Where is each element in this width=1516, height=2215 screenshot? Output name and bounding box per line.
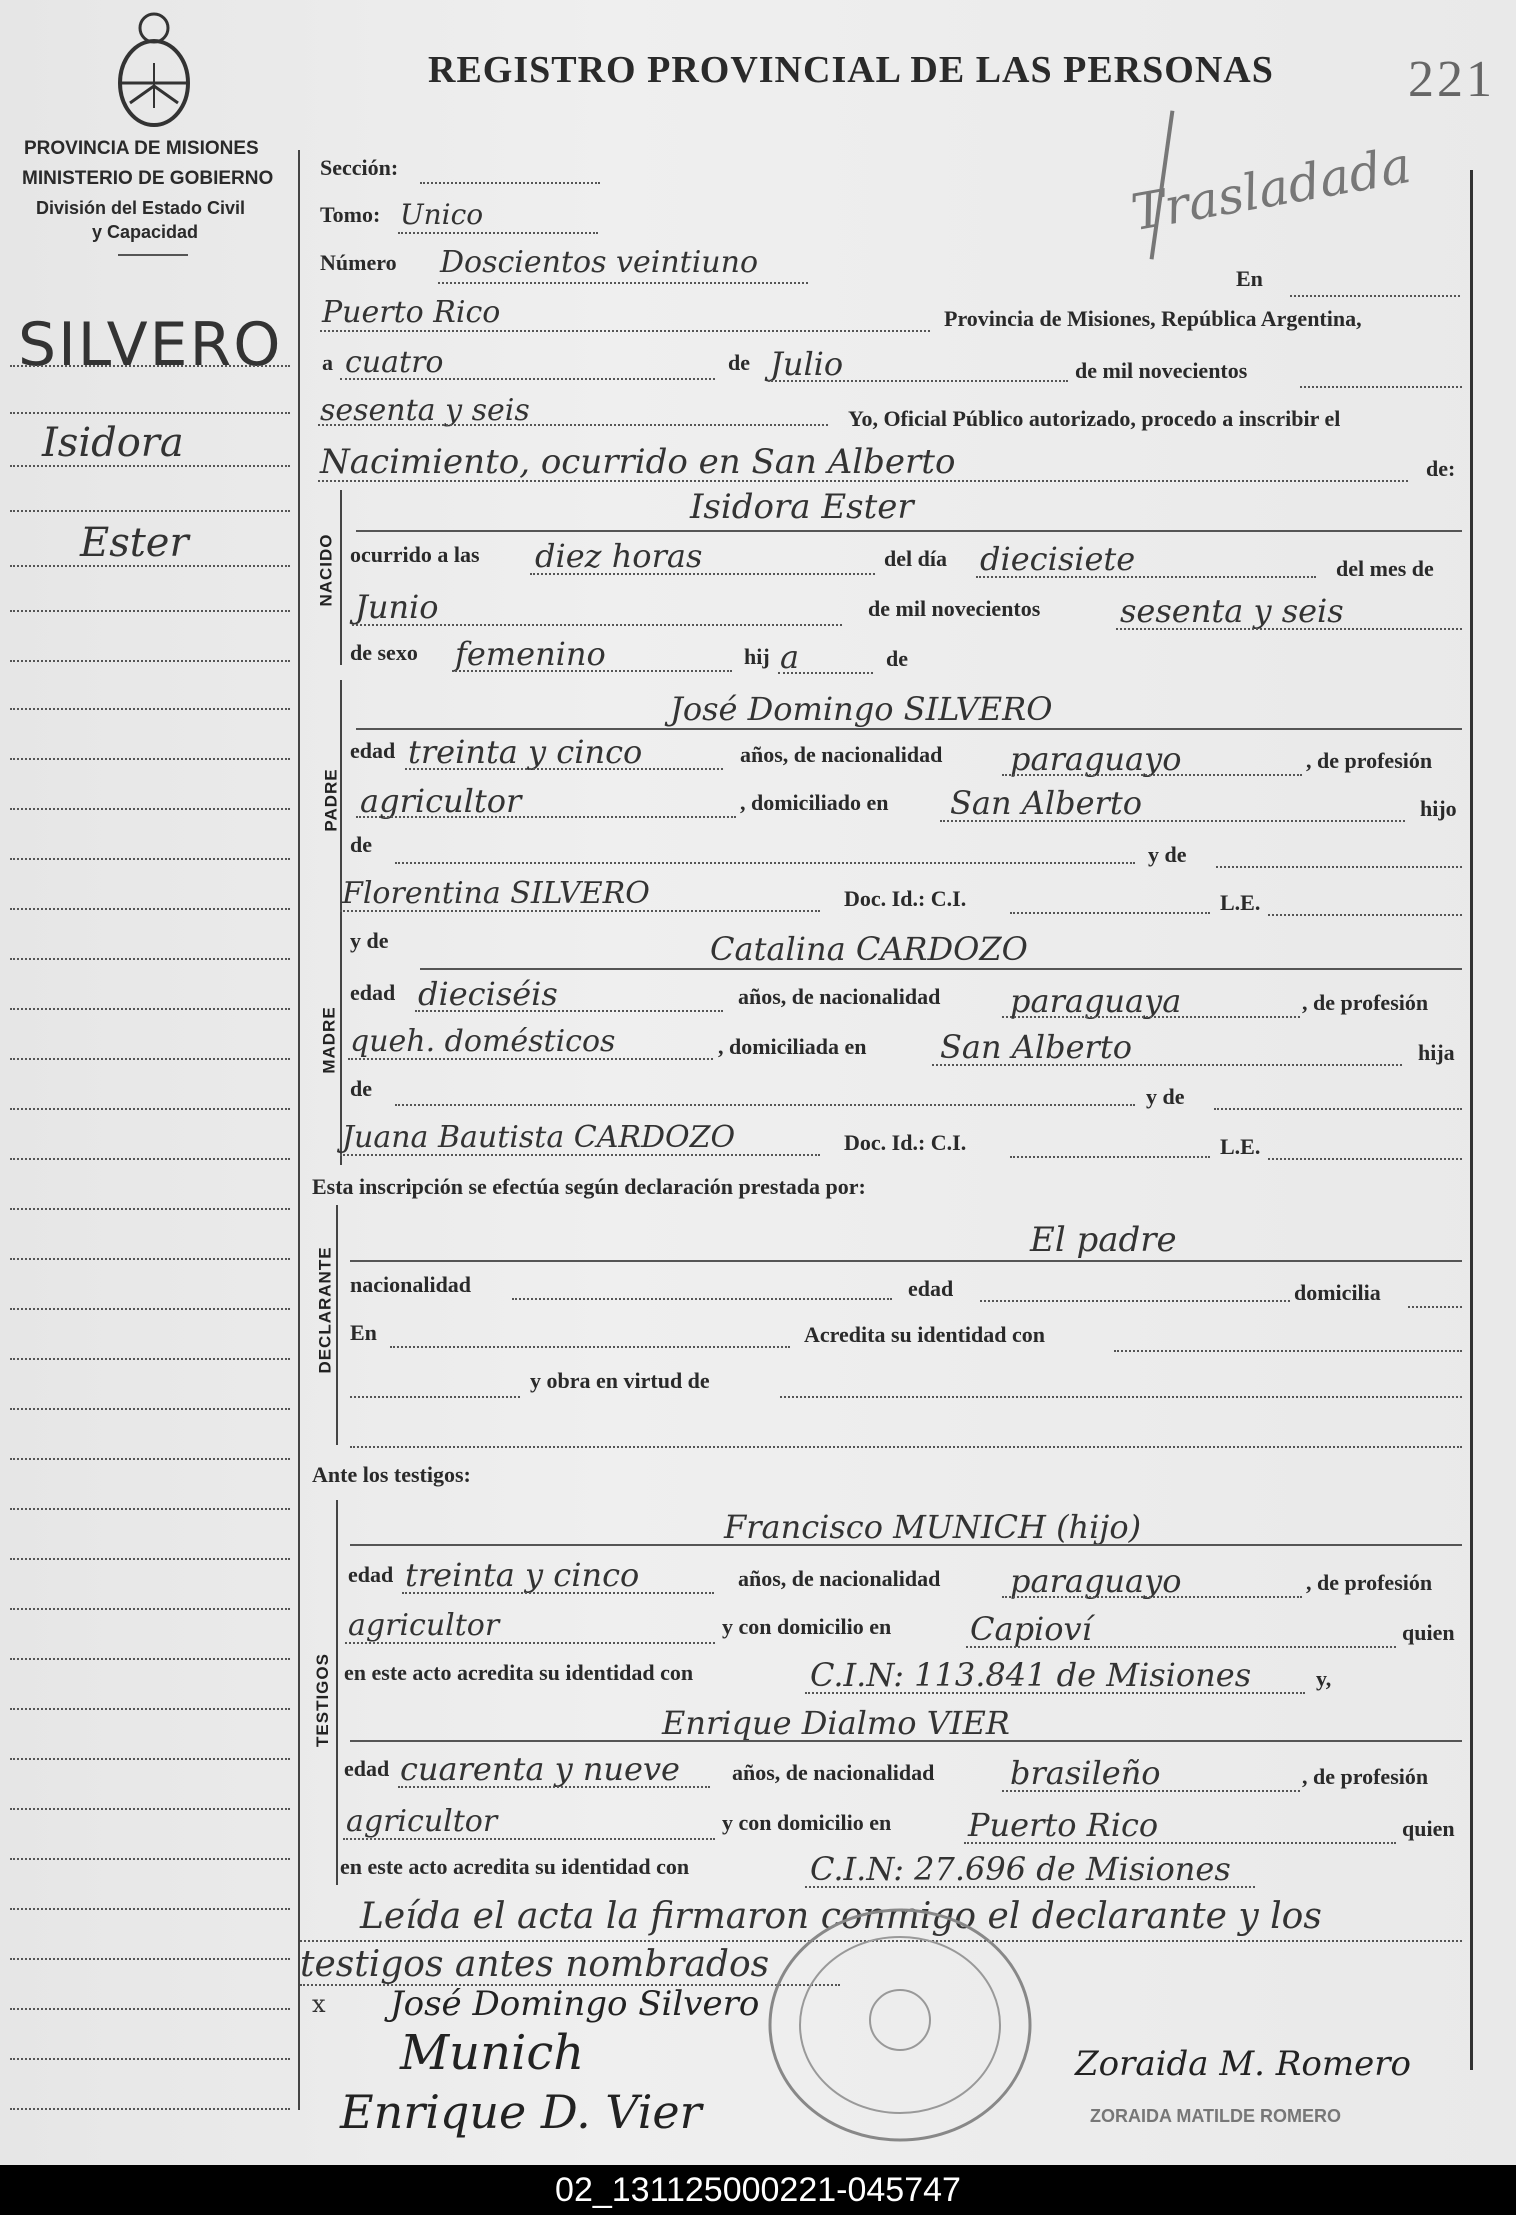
dia-nac-value: diecisiete xyxy=(980,540,1136,578)
padre-prof-line xyxy=(356,816,736,818)
padre-prof-value: agricultor xyxy=(360,782,522,820)
signature-x-mark: x xyxy=(312,1990,326,2018)
mes-nac-value: Junio xyxy=(355,588,439,626)
inscripcion-label: Esta inscripción se efectúa según declaración prestada por: xyxy=(312,1174,866,1199)
t1-nac-line xyxy=(1002,1596,1302,1598)
t1-edad-value: treinta y cinco xyxy=(405,1556,640,1594)
mes-nac-line xyxy=(352,624,842,626)
padre-edad-label: edad xyxy=(350,738,396,763)
padre-doc-line xyxy=(1010,912,1210,914)
madre-madre-value: Juana Bautista CARDOZO xyxy=(342,1120,736,1155)
ante-label: Ante los testigos: xyxy=(312,1462,471,1487)
sexo-line xyxy=(452,670,732,672)
padre-le-label: L.E. xyxy=(1220,890,1261,915)
lugar-line xyxy=(320,330,930,332)
madre-line xyxy=(420,968,1462,970)
madre-edad-label: edad xyxy=(350,980,396,1005)
anio-nac-value: sesenta y seis xyxy=(1120,592,1344,630)
footer-id: 02_131125000221-045747 xyxy=(0,2165,1516,2215)
madre-doc-line xyxy=(1010,1156,1210,1158)
madre-value: Catalina CARDOZO xyxy=(710,930,1028,968)
t2-prof-label: , de profesión xyxy=(1302,1764,1429,1789)
decl-extra-line xyxy=(350,1446,1462,1448)
del-mes-label: del mes de xyxy=(1336,556,1434,581)
t1-dom-label: y con domicilio en xyxy=(722,1614,892,1639)
padre-nac-value: paraguayo xyxy=(1010,740,1182,778)
t2-dom-label: y con domicilio en xyxy=(722,1810,892,1835)
cierre-line-1: Leída el acta la firmaron conmigo el declarante y los xyxy=(360,1896,1322,1937)
t2-acredita-label: en este acto acredita su identidad con xyxy=(340,1854,690,1879)
t2-value: Enrique Dialmo VIER xyxy=(662,1704,1010,1742)
ocurrido-label: ocurrido a las xyxy=(350,542,480,567)
dept-line-3: División del Estado Civil xyxy=(36,198,246,218)
anio-nac-line xyxy=(1116,628,1462,630)
side-label-declarante: DECLARANTE xyxy=(315,1246,335,1374)
nombre-value: Isidora Ester xyxy=(690,487,914,527)
decl-edad-label: edad xyxy=(908,1276,954,1301)
decl-domicilia-label: domicilia xyxy=(1294,1280,1381,1305)
official-seal-icon xyxy=(760,1900,1040,2150)
t1-edad-label: edad xyxy=(348,1562,394,1587)
declarante-line xyxy=(350,1260,1462,1262)
padre-madre-line xyxy=(340,910,820,912)
oficial-label: Yo, Oficial Público autorizado, procedo a inscribir el xyxy=(848,406,1341,431)
t2-doc-line xyxy=(805,1886,1255,1888)
acto-line xyxy=(318,480,1408,482)
t1-prof-label: , de profesión xyxy=(1306,1570,1433,1595)
sexo-value: femenino xyxy=(455,635,606,673)
t2-dom-line xyxy=(964,1842,1396,1844)
decl-domicilia-line xyxy=(1408,1306,1462,1308)
del-dia-label: del día xyxy=(884,546,947,571)
de-colon-label: de: xyxy=(1426,456,1456,481)
tomo-line xyxy=(398,232,598,234)
mes-line xyxy=(768,380,1068,382)
main-left-border xyxy=(298,150,300,2110)
dept-line-1: PROVINCIA DE MISIONES xyxy=(24,138,259,159)
provincia-label: Provincia de Misiones, República Argentina, xyxy=(944,306,1362,331)
decl-obra-pre-line xyxy=(350,1396,520,1398)
t1-dom-value: Capioví xyxy=(970,1610,1092,1648)
madre-dom-line xyxy=(932,1064,1402,1066)
madre-y-de-label: y de xyxy=(1146,1084,1185,1109)
t1-doc-value: C.I.N: 113.841 de Misiones xyxy=(810,1656,1252,1694)
madre-de-label: de xyxy=(350,1076,372,1101)
signature-padre: José Domingo Silvero xyxy=(390,1984,760,2024)
t2-quien-label: quien xyxy=(1402,1816,1455,1841)
declarante-bracket xyxy=(336,1205,338,1445)
decl-acredita-line xyxy=(1114,1350,1462,1352)
t2-nac-line xyxy=(1002,1790,1300,1792)
madre-doc-label: Doc. Id.: C.I. xyxy=(844,1130,967,1155)
divider xyxy=(118,254,188,256)
side-label-nacido: NACIDO xyxy=(316,533,336,607)
decl-edad-line xyxy=(980,1300,1290,1302)
nombre-line xyxy=(356,530,1462,532)
padre-le-line xyxy=(1268,914,1462,916)
tomo-label: Tomo: xyxy=(320,202,381,227)
decl-en-line xyxy=(390,1346,790,1348)
numero-line xyxy=(438,282,808,284)
seccion-line xyxy=(420,182,600,184)
decl-obra-line xyxy=(780,1396,1462,1398)
t2-dom-value: Puerto Rico xyxy=(968,1806,1159,1844)
mes-value: Julio xyxy=(770,345,844,383)
t1-edad-line xyxy=(402,1592,714,1594)
padre-doc-label: Doc. Id.: C.I. xyxy=(844,886,967,911)
t1-line xyxy=(350,1544,1462,1546)
t1-value: Francisco MUNICH (hijo) xyxy=(724,1508,1142,1546)
decl-obra-label: y obra en virtud de xyxy=(530,1368,710,1393)
padre-dom-label: , domiciliado en xyxy=(740,790,889,815)
t1-nac-label: años, de nacionalidad xyxy=(738,1566,941,1591)
a-label: a xyxy=(322,350,333,375)
signature-vier: Enrique D. Vier xyxy=(340,2085,702,2139)
t2-nac-value: brasileño xyxy=(1010,1754,1161,1792)
anio-value: sesenta y seis xyxy=(320,393,530,428)
madre-edad-line xyxy=(415,1010,723,1012)
padre-value: José Domingo SILVERO xyxy=(670,690,1053,728)
padre-dom-line xyxy=(940,820,1405,822)
testigos-bracket xyxy=(336,1500,338,1885)
madre-prof-line xyxy=(348,1058,713,1060)
t1-prof-line xyxy=(345,1642,715,1644)
side-label-madre: MADRE xyxy=(319,1006,339,1074)
acto-value: Nacimiento, ocurrido en San Alberto xyxy=(320,442,956,482)
madre-edad-value: dieciséis xyxy=(418,975,558,1013)
margin-name-1: Isidora xyxy=(42,420,184,466)
numero-value: Doscientos veintiuno xyxy=(440,245,759,280)
madre-prof-value: queh. domésticos xyxy=(350,1024,616,1059)
madre-le-label: L.E. xyxy=(1220,1134,1261,1159)
seccion-label: Sección: xyxy=(320,155,399,180)
madre-le-line xyxy=(1268,1158,1462,1160)
t1-dom-line xyxy=(966,1646,1396,1648)
padre-line xyxy=(356,728,1462,730)
hij-label: hij xyxy=(744,644,770,669)
hija-label: hija xyxy=(1418,1040,1455,1065)
cierre-line-2: testigos antes nombrados xyxy=(300,1944,770,1985)
decl-en-label: En xyxy=(350,1320,377,1345)
madre-prof-label: , de profesión xyxy=(1302,990,1429,1015)
side-label-padre: PADRE xyxy=(321,768,341,832)
t2-line xyxy=(350,1740,1462,1742)
madre-dom-value: San Alberto xyxy=(940,1028,1132,1066)
de-hij-label: de xyxy=(886,646,908,671)
coat-of-arms-icon xyxy=(108,8,200,133)
de-label: de xyxy=(728,350,750,375)
document-title: REGISTRO PROVINCIAL DE LAS PERSONAS xyxy=(428,49,1274,91)
hij-line xyxy=(778,672,873,674)
padre-yde-line xyxy=(1216,866,1462,868)
dia-value: cuatro xyxy=(345,345,444,380)
t2-edad-line xyxy=(398,1786,710,1788)
dept-line-2: MINISTERIO DE GOBIERNO xyxy=(22,168,274,189)
madre-nac-line xyxy=(1002,1016,1300,1018)
padre-madre-value: Florentina SILVERO xyxy=(342,876,650,911)
padre-de-line xyxy=(395,862,1135,864)
trasladada-stamp: Trasladada xyxy=(1127,135,1416,243)
padre-prof-label: , de profesión xyxy=(1306,748,1433,773)
decl-acredita-label: Acredita su identidad con xyxy=(804,1322,1046,1347)
decl-nacionalidad-label: nacionalidad xyxy=(350,1272,472,1297)
madre-y-de-line xyxy=(1214,1108,1462,1110)
en-label: En xyxy=(1236,266,1263,291)
hija-suffix-value: a xyxy=(780,638,800,676)
t1-acredita-label: en este acto acredita su identidad con xyxy=(344,1660,694,1685)
padre-edad-value: treinta y cinco xyxy=(408,733,643,771)
padre-de-label: de xyxy=(350,832,372,857)
t1-nac-value: paraguayo xyxy=(1010,1562,1182,1600)
mil-novecientos-label: de mil novecientos xyxy=(1075,358,1248,383)
mil-novecientos-line xyxy=(1300,386,1462,388)
dept-line-4: y Capacidad xyxy=(92,222,199,242)
madre-dom-label: , domiciliada en xyxy=(718,1034,867,1059)
dia-nac-line xyxy=(976,576,1316,578)
padre-dom-value: San Alberto xyxy=(950,784,1142,822)
signature-munich: Munich xyxy=(400,2025,585,2081)
t2-prof-value: agricultor xyxy=(346,1804,498,1839)
signature-oficial: Zoraida M. Romero xyxy=(1075,2044,1411,2084)
padre-nac-line xyxy=(1002,774,1302,776)
nacido-bracket xyxy=(340,490,342,665)
t1-y-label: y, xyxy=(1316,1666,1332,1691)
t2-nac-label: años, de nacionalidad xyxy=(732,1760,935,1785)
t2-prof-line xyxy=(343,1838,715,1840)
t2-doc-value: C.I.N: 27.696 de Misiones xyxy=(810,1850,1231,1888)
margin-name-2: Ester xyxy=(80,520,189,566)
t1-doc-line xyxy=(805,1692,1305,1694)
hora-value: diez horas xyxy=(535,537,703,575)
decl-nacionalidad-line xyxy=(512,1298,892,1300)
oficial-stamp-name: ZORAIDA MATILDE ROMERO xyxy=(1090,2106,1341,2126)
madre-de-line xyxy=(395,1104,1135,1106)
page-number: 221 xyxy=(1408,51,1495,108)
padre-nac-label: años, de nacionalidad xyxy=(740,742,943,767)
main-right-border xyxy=(1470,170,1473,2070)
numero-label: Número xyxy=(320,250,397,275)
declarante-value: El padre xyxy=(1030,1220,1177,1260)
madre-nac-value: paraguaya xyxy=(1010,982,1182,1020)
madre-yde-label: y de xyxy=(350,928,389,953)
anio-line xyxy=(318,424,828,426)
t2-edad-label: edad xyxy=(344,1756,390,1781)
madre-nac-label: años, de nacionalidad xyxy=(738,984,941,1009)
t1-quien-label: quien xyxy=(1402,1620,1455,1645)
side-label-testigos: TESTIGOS xyxy=(312,1653,332,1747)
lugar-value: Puerto Rico xyxy=(322,295,501,330)
madre-madre-line xyxy=(340,1154,820,1156)
padre-edad-line xyxy=(405,768,723,770)
dia-line xyxy=(340,378,715,380)
tomo-value: Unico xyxy=(400,198,484,231)
sexo-label: de sexo xyxy=(350,640,418,665)
t1-prof-value: agricultor xyxy=(348,1608,500,1643)
hora-line xyxy=(530,573,875,575)
t2-edad-value: cuarenta y nueve xyxy=(400,1750,680,1788)
margin-surname: SILVERO xyxy=(18,310,283,380)
hijo-label: hijo xyxy=(1420,796,1457,821)
padre-yde-label: y de xyxy=(1148,842,1187,867)
mil-novecientos-2-label: de mil novecientos xyxy=(868,596,1041,621)
en-line xyxy=(1290,295,1460,297)
